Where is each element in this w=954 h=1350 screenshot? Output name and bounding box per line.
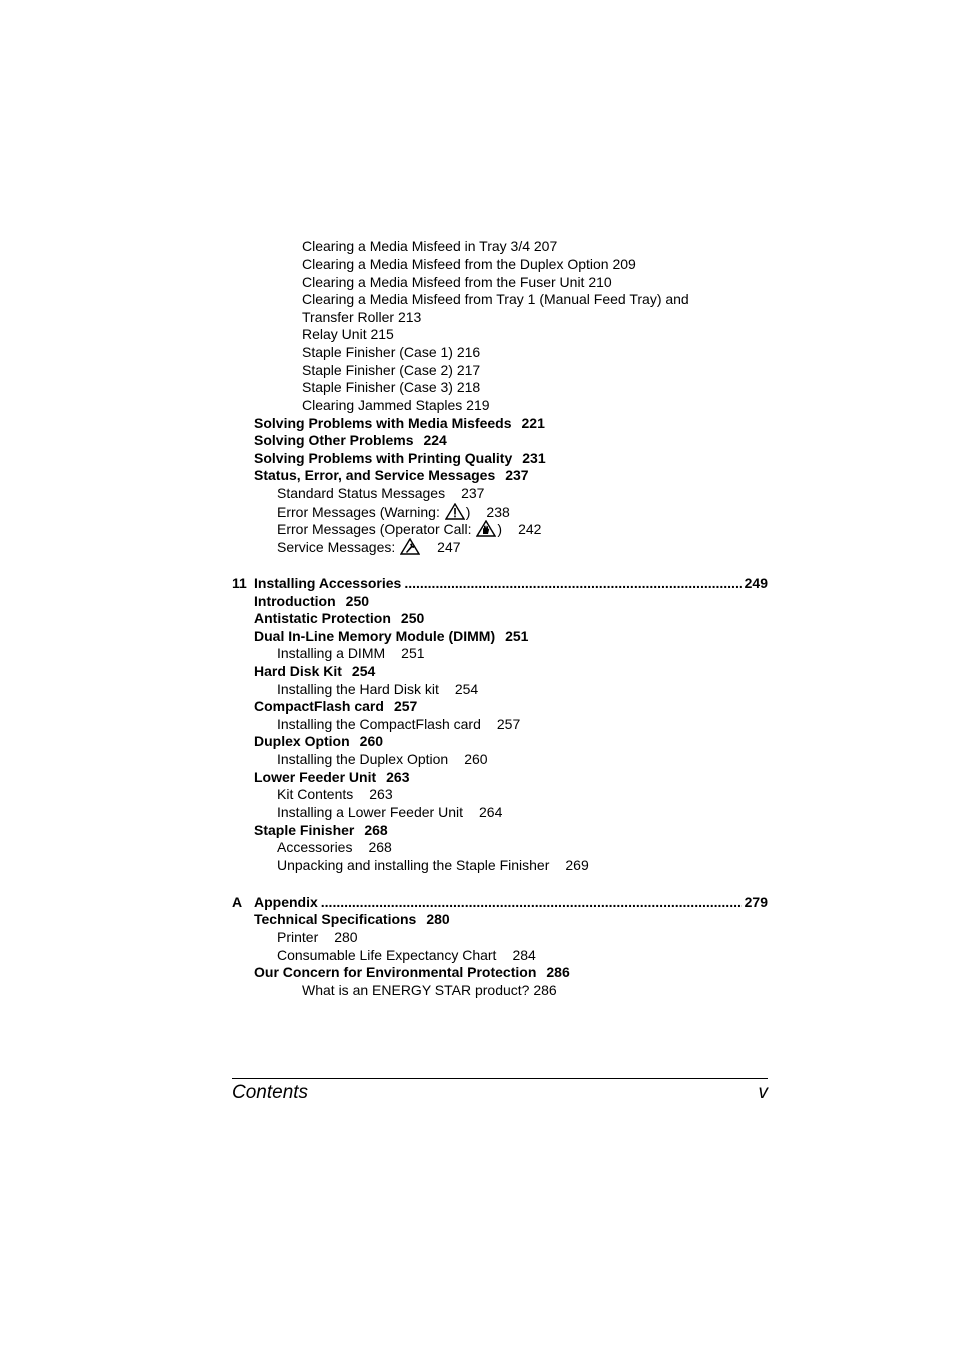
toc-subsection[interactable] (277, 681, 478, 698)
toc-page-number: 280 (334, 929, 358, 945)
toc-page-number: 257 (496, 716, 521, 732)
toc-page-number: 263 (386, 769, 410, 785)
toc-subsection-title: Standard Status Messages (277, 485, 446, 501)
toc-page-number: 264 (479, 804, 503, 820)
toc-page-number: 279 (744, 894, 768, 910)
toc-chapter-number: 11 (232, 575, 247, 591)
toc-subsection-title: Installing a Lower Feeder Unit (277, 804, 463, 820)
toc-entry[interactable] (302, 291, 689, 308)
toc-section-title: Antistatic Protection (254, 610, 391, 626)
toc-entry-text: Clearing Jammed Staples 219 (302, 397, 490, 413)
toc-entry[interactable] (302, 379, 480, 396)
toc-section[interactable] (254, 822, 388, 839)
toc-entry-text: Transfer Roller 213 (302, 309, 422, 325)
toc-page-number: 269 (565, 857, 589, 873)
toc-entry[interactable] (302, 274, 612, 291)
toc-section-title: Staple Finisher (254, 822, 355, 838)
toc-entry-text: Clearing a Media Misfeed in Tray 3/4 207 (302, 238, 558, 254)
toc-section[interactable] (254, 628, 528, 645)
toc-entry[interactable] (302, 256, 636, 273)
toc-section-title: Dual In-Line Memory Module (DIMM) (254, 628, 496, 644)
toc-subsection-title: Printer (277, 929, 319, 945)
toc-subsection[interactable] (277, 485, 484, 502)
toc-section-title: Solving Problems with Media Misfeeds (254, 415, 512, 431)
toc-subsection-title: Accessories (277, 839, 353, 855)
toc-entry[interactable] (302, 362, 480, 379)
toc-section-title: CompactFlash card (254, 698, 384, 714)
toc-chapter[interactable] (232, 894, 768, 911)
toc-section[interactable] (254, 432, 447, 449)
toc-section[interactable] (254, 698, 417, 715)
toc-page-number: 231 (522, 450, 546, 466)
toc-page-number: 286 (546, 964, 570, 980)
hand-warning-triangle-icon (476, 520, 496, 537)
toc-chapter-number: A (232, 894, 243, 910)
toc-subsection[interactable] (277, 751, 488, 768)
toc-subsection-title: Installing a DIMM (277, 645, 386, 661)
toc-entry-text: What is an ENERGY STAR product? 286 (302, 982, 557, 998)
toc-page-number: 237 (461, 485, 485, 501)
toc-subsection-title: Error Messages (Warning: (277, 504, 440, 520)
toc-entry[interactable] (302, 397, 490, 414)
toc-section[interactable] (254, 964, 570, 981)
toc-dot-leader (404, 575, 741, 592)
toc-page-number: 284 (512, 947, 536, 963)
toc-section-title: Introduction (254, 593, 336, 609)
toc-section[interactable] (254, 450, 546, 467)
toc-chapter[interactable] (232, 575, 768, 592)
warning-triangle-icon (445, 503, 465, 520)
toc-section[interactable] (254, 911, 450, 928)
toc-entry-text: Staple Finisher (Case 1) 216 (302, 344, 481, 360)
footer-title: Contents (232, 1082, 309, 1103)
toc-subsection[interactable] (277, 645, 425, 662)
toc-subsection[interactable] (277, 857, 589, 874)
toc-entry-text: Clearing a Media Misfeed from the Fuser Unit 210 (302, 274, 612, 290)
toc-page-number: 280 (426, 911, 450, 927)
toc-subsection[interactable] (277, 538, 461, 555)
toc-page-number: 268 (364, 822, 388, 838)
toc-subsection-title: Error Messages (Operator Call: (277, 521, 472, 537)
toc-dot-leader (321, 894, 742, 911)
toc-subsection-close: ) (497, 521, 503, 537)
toc-section-title: Our Concern for Environmental Protection (254, 964, 537, 980)
footer-page-number: v (758, 1082, 768, 1103)
toc-subsection-title: Installing the CompactFlash card (277, 716, 481, 732)
toc-section-title: Lower Feeder Unit (254, 769, 377, 785)
toc-page-number: 260 (359, 733, 384, 749)
toc-subsection[interactable] (277, 503, 510, 520)
toc-chapter-title: Installing Accessories (254, 575, 402, 591)
toc-section[interactable] (254, 610, 424, 627)
toc-section[interactable] (254, 663, 375, 680)
toc-section-title: Solving Problems with Printing Quality (254, 450, 513, 466)
toc-page-number: 221 (521, 415, 545, 431)
toc-subsection-title: Installing the Duplex Option (277, 751, 449, 767)
toc-subsection-title: Consumable Life Expectancy Chart (277, 947, 497, 963)
toc-subsection[interactable] (277, 520, 541, 537)
toc-subsection-title: Installing the Hard Disk kit (277, 681, 439, 697)
toc-page-number: 242 (518, 521, 542, 537)
toc-entry-text: Clearing a Media Misfeed from Tray 1 (Manual Feed Tray) and (302, 291, 689, 307)
toc-page-number: 251 (401, 645, 425, 661)
toc-section[interactable] (254, 467, 529, 484)
toc-entry-text: Relay Unit 215 (302, 326, 394, 342)
toc-entry[interactable] (302, 344, 480, 361)
toc-entry-text: Clearing a Media Misfeed from the Duplex Option 209 (302, 256, 636, 272)
toc-subsection[interactable] (277, 839, 392, 856)
toc-entry-text: Staple Finisher (Case 3) 218 (302, 379, 481, 395)
toc-subsection-close: ) (465, 504, 471, 520)
toc-entry[interactable] (302, 982, 557, 999)
toc-section[interactable] (254, 593, 369, 610)
toc-subsection-title: Service Messages: (277, 539, 396, 555)
toc-page-number: 254 (454, 681, 479, 697)
toc-page-number: 251 (505, 628, 529, 644)
toc-page-number: 257 (393, 698, 418, 714)
toc-subsection[interactable] (277, 786, 393, 803)
toc-subsection[interactable] (277, 947, 536, 964)
toc-subsection-title: Kit Contents (277, 786, 354, 802)
toc-page-number: 263 (369, 786, 393, 802)
toc-section-title: Technical Specifications (254, 911, 417, 927)
toc-section-title: Status, Error, and Service Messages (254, 467, 496, 483)
toc-page-number: 237 (505, 467, 529, 483)
toc-page-number: 260 (464, 751, 488, 767)
toc-section-title: Hard Disk Kit (254, 663, 342, 679)
toc-entry[interactable] (302, 326, 394, 343)
toc-section[interactable] (254, 733, 383, 750)
toc-subsection-title: Unpacking and installing the Staple Finisher (277, 857, 550, 873)
toc-page-number: 250 (345, 593, 370, 609)
toc-entry[interactable] (302, 309, 421, 326)
toc-page-number: 224 (423, 432, 447, 448)
toc-section[interactable] (254, 769, 410, 786)
footer-divider (232, 1078, 768, 1079)
toc-entry-text: Staple Finisher (Case 2) 217 (302, 362, 481, 378)
toc-subsection[interactable] (277, 716, 520, 733)
toc-chapter-title: Appendix (254, 894, 318, 910)
toc-page-number: 268 (368, 839, 392, 855)
wrench-warning-triangle-icon (400, 538, 420, 555)
toc-section[interactable] (254, 415, 545, 432)
toc-page-number: 249 (744, 575, 768, 591)
toc-section-title: Solving Other Problems (254, 432, 414, 448)
toc-page-number: 254 (351, 663, 376, 679)
toc-page-number: 247 (437, 539, 461, 555)
toc-page-number: 238 (486, 504, 510, 520)
toc-entry[interactable] (302, 238, 557, 255)
toc-page-number: 250 (400, 610, 425, 626)
toc-subsection[interactable] (277, 929, 358, 946)
toc-section-title: Duplex Option (254, 733, 350, 749)
toc-subsection[interactable] (277, 804, 502, 821)
